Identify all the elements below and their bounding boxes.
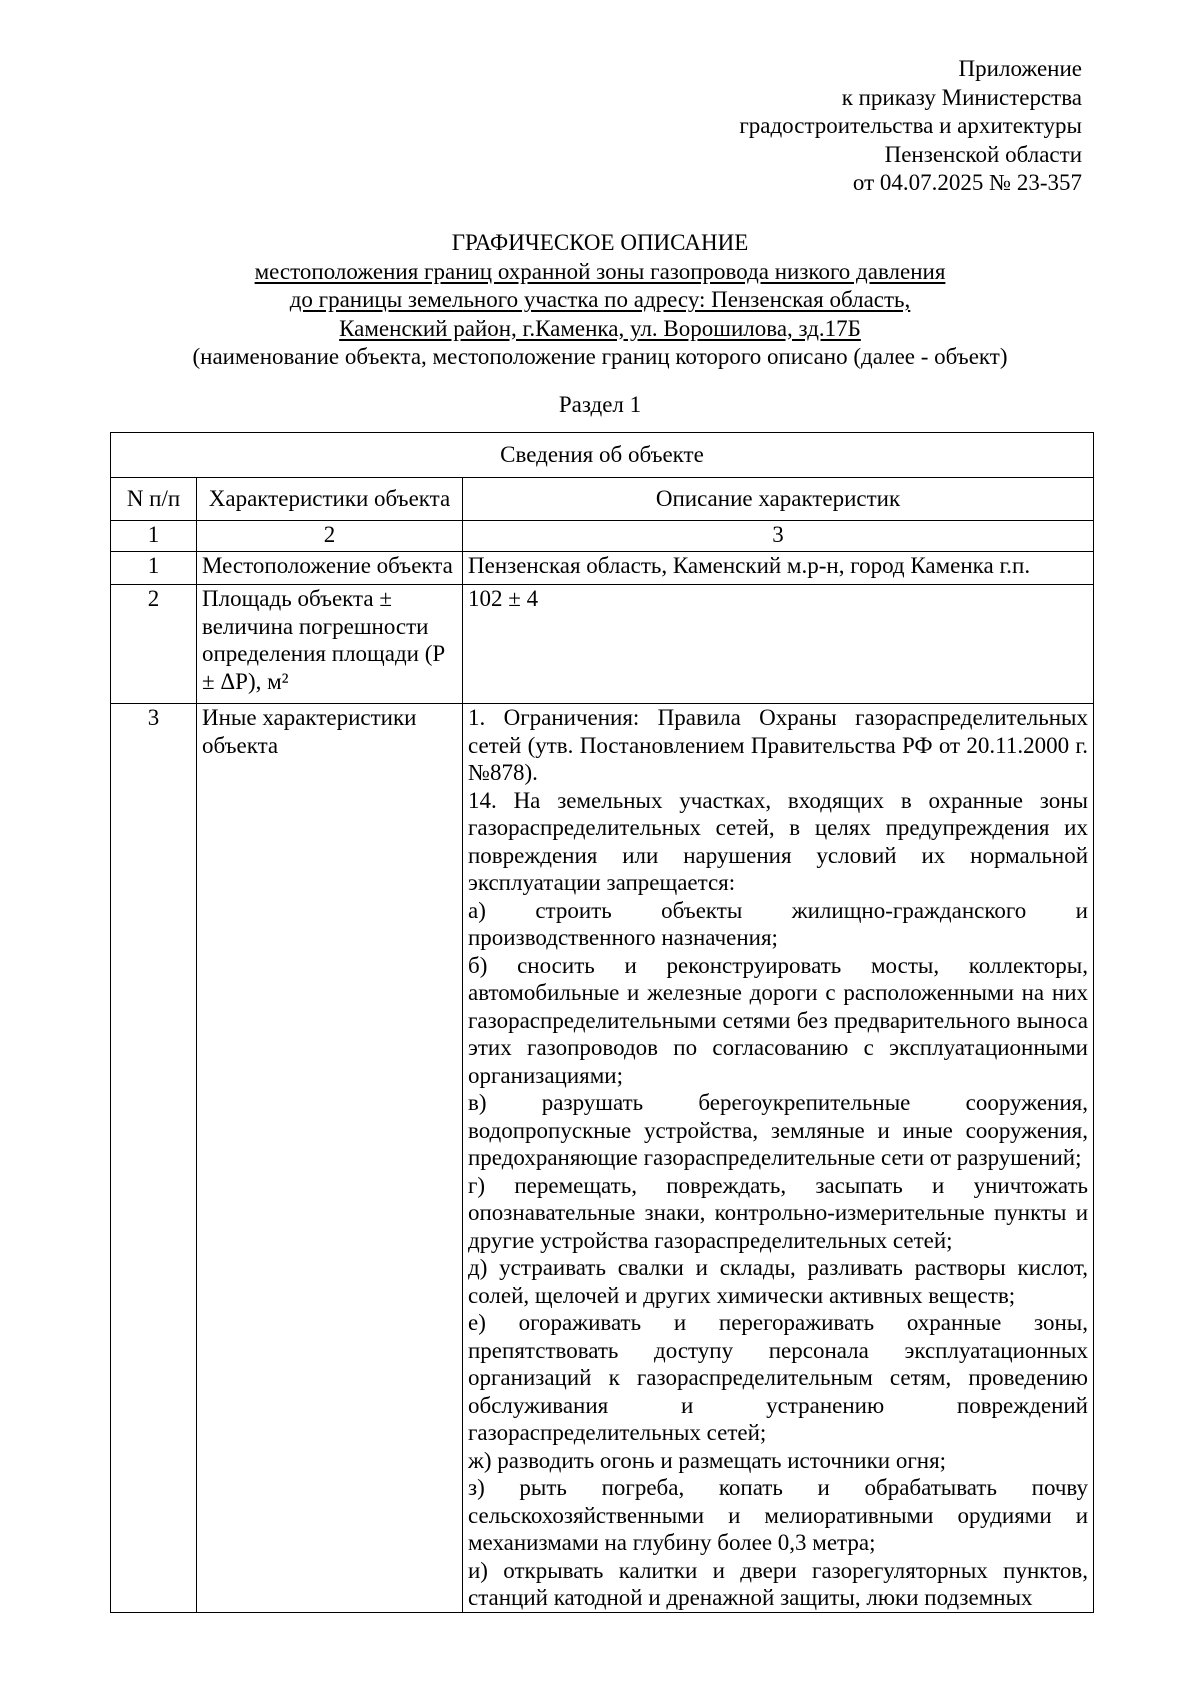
restriction-paragraph: и) открывать калитки и двери газорегуляторных пунктов, станций катодной и дренажной защиты, люки подземных [468, 1557, 1088, 1610]
document-heading: ГРАФИЧЕСКОЕ ОПИСАНИЕ [451, 230, 749, 255]
row-description: Пензенская область, Каменский м.р-н, город Каменка г.п. [463, 552, 1094, 585]
table-header: Сведения об объекте [111, 433, 1094, 478]
approval-line: от 04.07.2025 № 23-357 [852, 170, 1082, 195]
table-row [111, 552, 1094, 585]
object-name-line: местоположения границ охранной зоны газопровода низкого давления [254, 258, 946, 284]
object-caption: (наименование объекта, местоположение границ которого описано (далее - объект) [192, 344, 1008, 369]
object-info-table [110, 432, 1094, 1613]
object-name-line: до границы земельного участка по адресу: Пензенская область, [289, 287, 911, 312]
row-number: 2 [111, 585, 197, 704]
row-number: 1 [111, 552, 197, 585]
table-columns-row [111, 478, 1094, 521]
table-row [111, 585, 1094, 704]
approval-line: Приложение [958, 56, 1082, 81]
column-index: 2 [197, 521, 463, 552]
section-label: Раздел 1 [558, 392, 642, 417]
restriction-paragraph: е) огораживать и перегораживать охранные зоны, препятствовать доступу персонала эксплуатационных организаций к газораспределительным сетям, проведению обслуживания и устранению повреждений газораспределительных сетей; [468, 1310, 1088, 1445]
object-name-line: Каменский район, г.Каменка, ул. Ворошилова, зд.17Б [339, 315, 861, 341]
row-description [463, 704, 1094, 1613]
column-index: 3 [463, 521, 1094, 552]
approval-line: Пензенской области [884, 141, 1082, 167]
restriction-paragraph: а) строить объекты жилищно-гражданского и производственного назначения; [468, 897, 1088, 950]
column-header: Характеристики объекта [197, 478, 463, 521]
row-characteristic: Площадь объекта ± величина погрешности определения площади (P ± ΔP), м² [197, 585, 463, 704]
restriction-paragraph: ж) разводить огонь и размещать источники огня; [468, 1447, 947, 1473]
column-header: N п/п [111, 478, 197, 521]
row-characteristic: Местоположение объекта [197, 552, 463, 585]
table-header-row [111, 433, 1094, 478]
restriction-paragraph: в) разрушать берегоукрепительные сооружения, водопропускные устройства, земляные и иные сооружения, предохраняющие газораспределительные сети от разрушений; [468, 1090, 1088, 1170]
column-header: Описание характеристик [463, 478, 1094, 521]
approval-line: градостроительства и архитектуры [739, 113, 1082, 138]
approval-line: к приказу Министерства [841, 84, 1082, 110]
restriction-paragraph: г) перемещать, повреждать, засыпать и уничтожать опознавательные знаки, контрольно-измерительные пункты и другие устройства газораспределительных сетей; [468, 1172, 1088, 1253]
restriction-paragraph: д) устраивать свалки и склады, разливать растворы кислот, солей, щелочей и других химически активных веществ; [468, 1255, 1088, 1308]
column-index: 1 [111, 521, 197, 552]
restriction-paragraph: 14. На земельных участках, входящих в охранные зоны газораспределительных сетей, в целях предупреждения их повреждения или нарушения условий их нормальной эксплуатации запрещается: [468, 787, 1088, 895]
row-characteristic: Иные характеристики объекта [197, 704, 463, 1613]
table-row [111, 704, 1094, 1613]
restriction-paragraph: б) сносить и реконструировать мосты, коллекторы, автомобильные и железные дороги с расположенными на них газораспределительными сетями без предварительного выноса этих газопроводов по согласованию с эксплуатационными организациями; [468, 952, 1088, 1088]
document-title-block [110, 229, 1090, 372]
restriction-paragraph: з) рыть погреба, копать и обрабатывать почву сельскохозяйственными и мелиоративными орудиями и механизмами на глубину более 0,3 метра; [468, 1475, 1088, 1555]
restriction-paragraph: 1. Ограничения: Правила Охраны газораспределительных сетей (утв. Постановлением Правительства РФ от 20.11.2000 г. №878). [468, 705, 1088, 785]
approval-stamp [582, 55, 1082, 198]
table-column-index-row [111, 521, 1094, 552]
row-number: 3 [111, 704, 197, 1613]
row-description: 102 ± 4 [463, 585, 1094, 704]
